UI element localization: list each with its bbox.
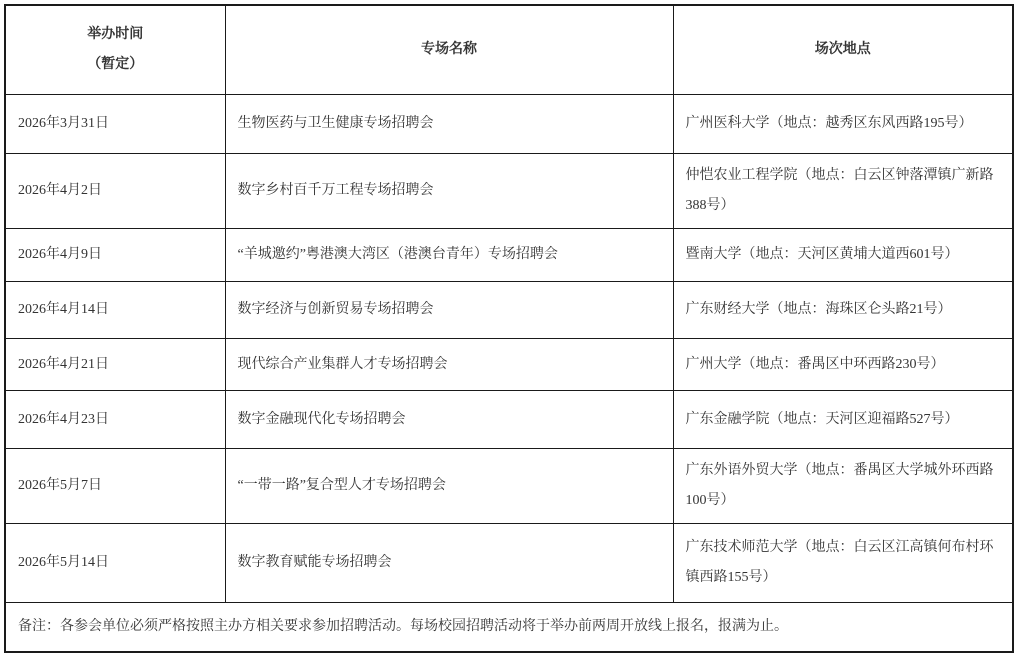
cell-venue: 仲恺农业工程学院（地点：白云区钟落潭镇广新路388号） bbox=[673, 154, 1013, 229]
cell-date: 2026年3月31日 bbox=[5, 95, 225, 154]
table-row bbox=[5, 391, 1013, 449]
cell-name: 数字乡村百千万工程专场招聘会 bbox=[225, 154, 673, 229]
cell-venue: 广东财经大学（地点：海珠区仑头路21号） bbox=[673, 282, 1013, 339]
table-row bbox=[5, 282, 1013, 339]
cell-name: “一带一路”复合型人才专场招聘会 bbox=[225, 449, 673, 524]
cell-venue: 广州大学（地点：番禺区中环西路230号） bbox=[673, 339, 1013, 391]
cell-date: 2026年5月7日 bbox=[5, 449, 225, 524]
header-cell-time bbox=[5, 5, 225, 95]
note-cell: 备注：各参会单位必须严格按照主办方相关要求参加招聘活动。每场校园招聘活动将于举办前两周开放线上报名，报满为止。 bbox=[5, 603, 1013, 653]
table-row bbox=[5, 449, 1013, 524]
cell-name: 数字教育赋能专场招聘会 bbox=[225, 524, 673, 603]
header-time-line1: 举办时间 bbox=[87, 27, 144, 42]
cell-date: 2026年4月23日 bbox=[5, 391, 225, 449]
cell-name: 现代综合产业集群人才专场招聘会 bbox=[225, 339, 673, 391]
header-row bbox=[5, 5, 1013, 95]
cell-name: 生物医药与卫生健康专场招聘会 bbox=[225, 95, 673, 154]
cell-date: 2026年4月21日 bbox=[5, 339, 225, 391]
table-row bbox=[5, 95, 1013, 154]
cell-venue: 广州医科大学（地点：越秀区东风西路195号） bbox=[673, 95, 1013, 154]
cell-name: 数字经济与创新贸易专场招聘会 bbox=[225, 282, 673, 339]
table-row bbox=[5, 339, 1013, 391]
table-row bbox=[5, 229, 1013, 282]
cell-venue: 广东外语外贸大学（地点：番禺区大学城外环西路100号） bbox=[673, 449, 1013, 524]
cell-date: 2026年4月2日 bbox=[5, 154, 225, 229]
cell-venue: 广东金融学院（地点：天河区迎福路527号） bbox=[673, 391, 1013, 449]
cell-name: 数字金融现代化专场招聘会 bbox=[225, 391, 673, 449]
cell-date: 2026年5月14日 bbox=[5, 524, 225, 603]
cell-name: “羊城邀约”粤港澳大湾区（港澳台青年）专场招聘会 bbox=[225, 229, 673, 282]
cell-date: 2026年4月14日 bbox=[5, 282, 225, 339]
cell-date: 2026年4月9日 bbox=[5, 229, 225, 282]
header-time-line2: （暂定） bbox=[87, 57, 144, 72]
header-cell-name: 专场名称 bbox=[225, 5, 673, 95]
table-row bbox=[5, 524, 1013, 603]
recruitment-schedule-table bbox=[4, 4, 1014, 653]
table-row bbox=[5, 154, 1013, 229]
cell-venue: 广东技术师范大学（地点：白云区江高镇何布村环镇西路155号） bbox=[673, 524, 1013, 603]
header-cell-venue: 场次地点 bbox=[673, 5, 1013, 95]
cell-venue: 暨南大学（地点：天河区黄埔大道西601号） bbox=[673, 229, 1013, 282]
